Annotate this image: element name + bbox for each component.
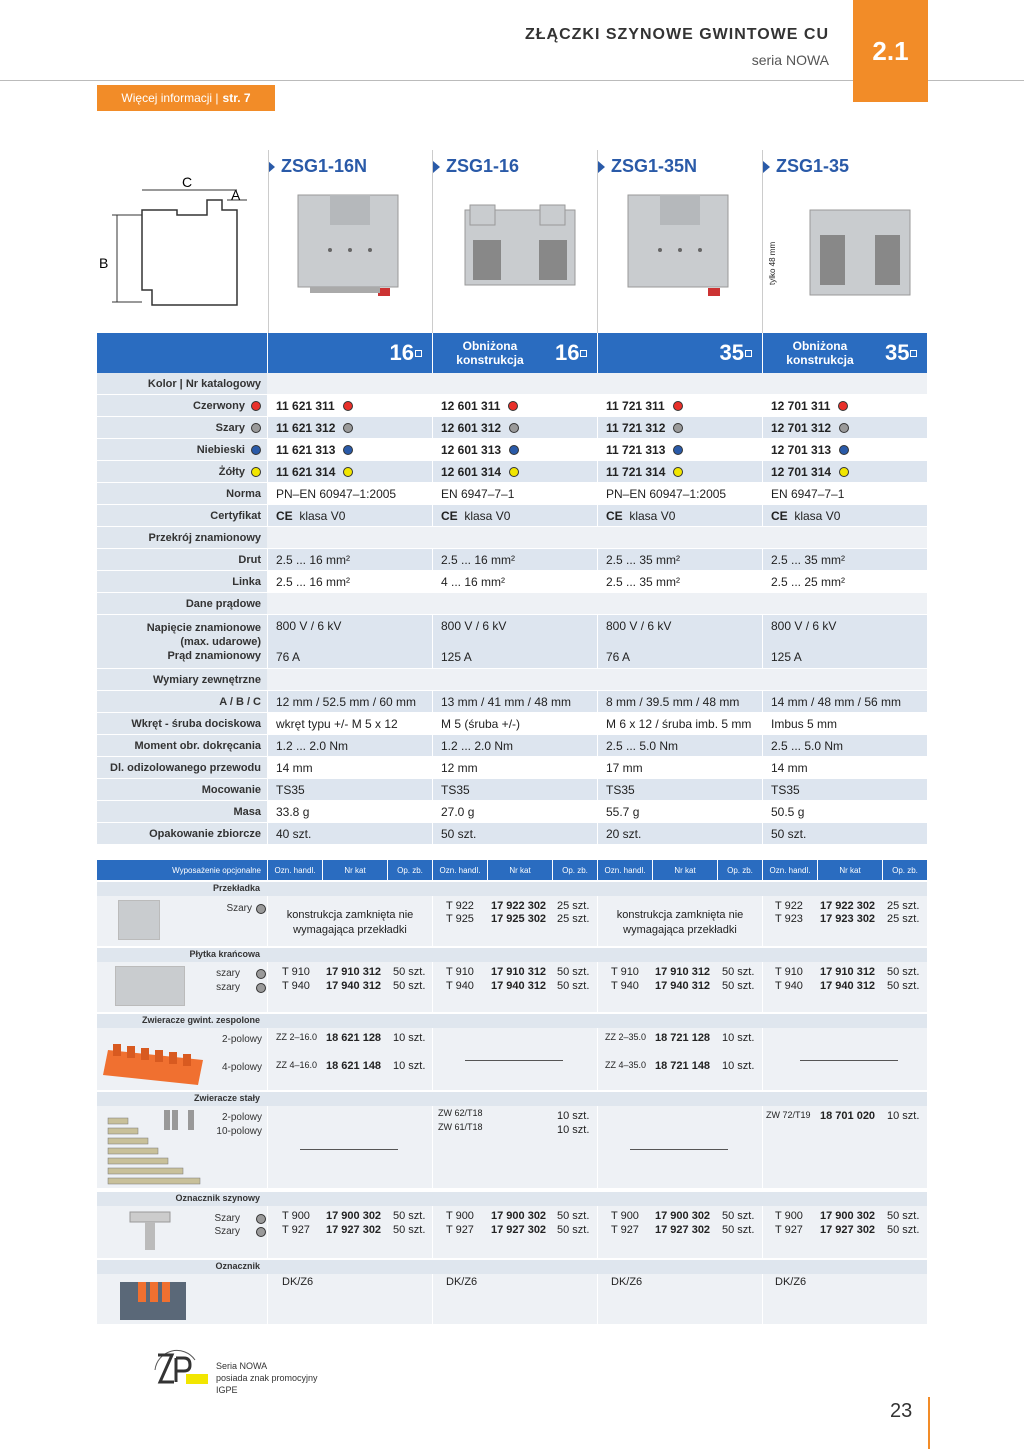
header-col-4: Obniżona konstrukcja 35	[762, 333, 927, 373]
height-note: tylko 48 mm	[768, 241, 777, 285]
acc-section-oznacznik: Oznacznik	[97, 1260, 927, 1274]
page-title: ZŁĄCZKI SZYNOWE GWINTOWE CU	[524, 26, 829, 43]
arrow-icon	[763, 161, 770, 173]
table-row: Żółty 11 621 314 12 601 314 11 721 314 12 701 314	[97, 461, 927, 483]
grey-dot-icon	[256, 969, 266, 979]
table-row: Napięcie znamionowe (max. udarowe) Prąd znamionowy 800 V / 6 kV 76 A 800 V / 6 kV 125 A 800 V / 6 kV 76 A 800 V / 6 kV 125 A	[97, 615, 927, 669]
table-row: Wkręt - śruba dociskowa wkręt typu +/- M 5 x 12 M 5 (śruba +/-) M 6 x 12 / śruba imb. 5 mm Imbus 5 mm	[97, 713, 927, 735]
product-title-4: ZSG1-35	[763, 156, 849, 177]
header-col-1: 16	[267, 333, 432, 373]
arrow-icon	[433, 161, 440, 173]
table-row: Przekrój znamionowy	[97, 527, 927, 549]
dimension-diagram	[97, 170, 267, 320]
promo-logo	[140, 1340, 210, 1390]
more-info-label: Więcej informacji |	[121, 91, 219, 105]
ce-mark-icon: CE	[441, 508, 458, 523]
footer-note: Seria NOWA posiada znak promocyjny IGPE	[216, 1361, 318, 1395]
table-row: Opakowanie zbiorcze 40 szt. 50 szt. 20 szt. 50 szt.	[97, 823, 927, 845]
page-accent-bar	[928, 1397, 930, 1449]
product-title-1: ZSG1-16N	[268, 156, 367, 177]
table-row: Czerwony 11 621 311 12 601 311 11 721 311 12 701 311	[97, 395, 927, 417]
product-image-4	[800, 195, 920, 305]
table-row: Dl. odizolowanego przewodu 14 mm 12 mm 17 mm 14 mm	[97, 757, 927, 779]
dim-label-a: A	[231, 187, 241, 203]
grey-dot-icon	[256, 983, 266, 993]
acc-section-plytka: Płytka krańcowa	[97, 948, 927, 962]
table-row: Wymiary zewnętrzne	[97, 669, 927, 691]
product-image-3	[620, 190, 740, 300]
page-number: 23	[890, 1400, 913, 1422]
more-info-button[interactable]	[97, 85, 275, 111]
section-tab: 2.1	[853, 0, 928, 102]
table-row: Certyfikat CE klasa V0 CE klasa V0 CE klasa V0 CE klasa V0	[97, 505, 927, 527]
table-row: Masa 33.8 g 27.0 g 55.7 g 50.5 g	[97, 801, 927, 823]
acc-section-oznacznik-szyn: Oznacznik szynowy	[97, 1192, 927, 1206]
grey-dot-icon	[256, 1214, 266, 1224]
acc-section-staly: Zwieracze stały	[97, 1092, 927, 1106]
table-row: Niebieski 11 621 313 12 601 313 11 721 313 12 701 313	[97, 439, 927, 461]
product-title-3: ZSG1-35N	[598, 156, 697, 177]
more-info-page: str. 7	[222, 91, 251, 105]
przekladka-image	[118, 900, 160, 940]
table-row: Linka 2.5 ... 16 mm² 4 ... 16 mm² 2.5 ... 35 mm² 2.5 ... 25 mm²	[97, 571, 927, 593]
page-subtitle: seria NOWA	[751, 52, 829, 68]
table-row: Szary 11 621 312 12 601 312 11 721 312 12 701 312	[97, 417, 927, 439]
no-item-dash	[630, 1149, 728, 1150]
acc-section-zwieracze: Zwieracze gwint. zespolone	[97, 1014, 927, 1028]
ce-mark-icon: CE	[606, 508, 623, 523]
zwieracze-staly-image	[106, 1108, 206, 1186]
oznacznik-image	[118, 1276, 188, 1322]
no-item-dash	[465, 1060, 563, 1061]
header-col-2: Obniżona konstrukcja 16	[432, 333, 597, 373]
plytka-image	[115, 966, 185, 1006]
header-col-3: 35	[597, 333, 762, 373]
no-item-dash	[800, 1060, 898, 1061]
acc-section-przekladka: Przekładka	[97, 882, 927, 896]
ce-mark-icon: CE	[276, 508, 293, 523]
accessories-header: Wyposażenie opcjonalne Ozn. handl. Nr kat Op. zb. Ozn. handl. Nr kat Op. zb. Ozn. handl. Nr kat Op. zb. Ozn. handl. Nr kat Op. zb.	[97, 860, 927, 880]
table-row: Moment obr. dokręcania 1.2 ... 2.0 Nm 1.2 ... 2.0 Nm 2.5 ... 5.0 Nm 2.5 ... 5.0 Nm	[97, 735, 927, 757]
arrow-icon	[598, 161, 605, 173]
ce-mark-icon: CE	[771, 508, 788, 523]
oznacznik-szyn-image	[125, 1210, 175, 1254]
product-image-1	[290, 190, 410, 300]
product-title-2: ZSG1-16	[433, 156, 519, 177]
table-row: Dane prądowe	[97, 593, 927, 615]
table-row: Mocowanie TS35 TS35 TS35 TS35	[97, 779, 927, 801]
arrow-icon	[268, 161, 275, 173]
table-row: Drut 2.5 ... 16 mm² 2.5 ... 16 mm² 2.5 ... 35 mm² 2.5 ... 35 mm²	[97, 549, 927, 571]
product-image-2	[455, 195, 585, 305]
table-row: A / B / C 12 mm / 52.5 mm / 60 mm 13 mm / 41 mm / 48 mm 8 mm / 39.5 mm / 48 mm 14 mm / 48 mm / 56 mm	[97, 691, 927, 713]
no-item-dash	[300, 1149, 398, 1150]
dim-label-c: C	[182, 174, 193, 190]
table-header	[97, 333, 927, 373]
dim-label-b: B	[99, 255, 109, 271]
grey-dot-icon	[256, 904, 266, 914]
table-row: Norma PN–EN 60947–1:2005 EN 6947–7–1 PN–EN 60947–1:2005 EN 6947–7–1	[97, 483, 927, 505]
table-row: Kolor | Nr katalogowy	[97, 373, 927, 395]
grey-dot-icon	[256, 1227, 266, 1237]
zwieracze-image	[103, 1030, 213, 1088]
